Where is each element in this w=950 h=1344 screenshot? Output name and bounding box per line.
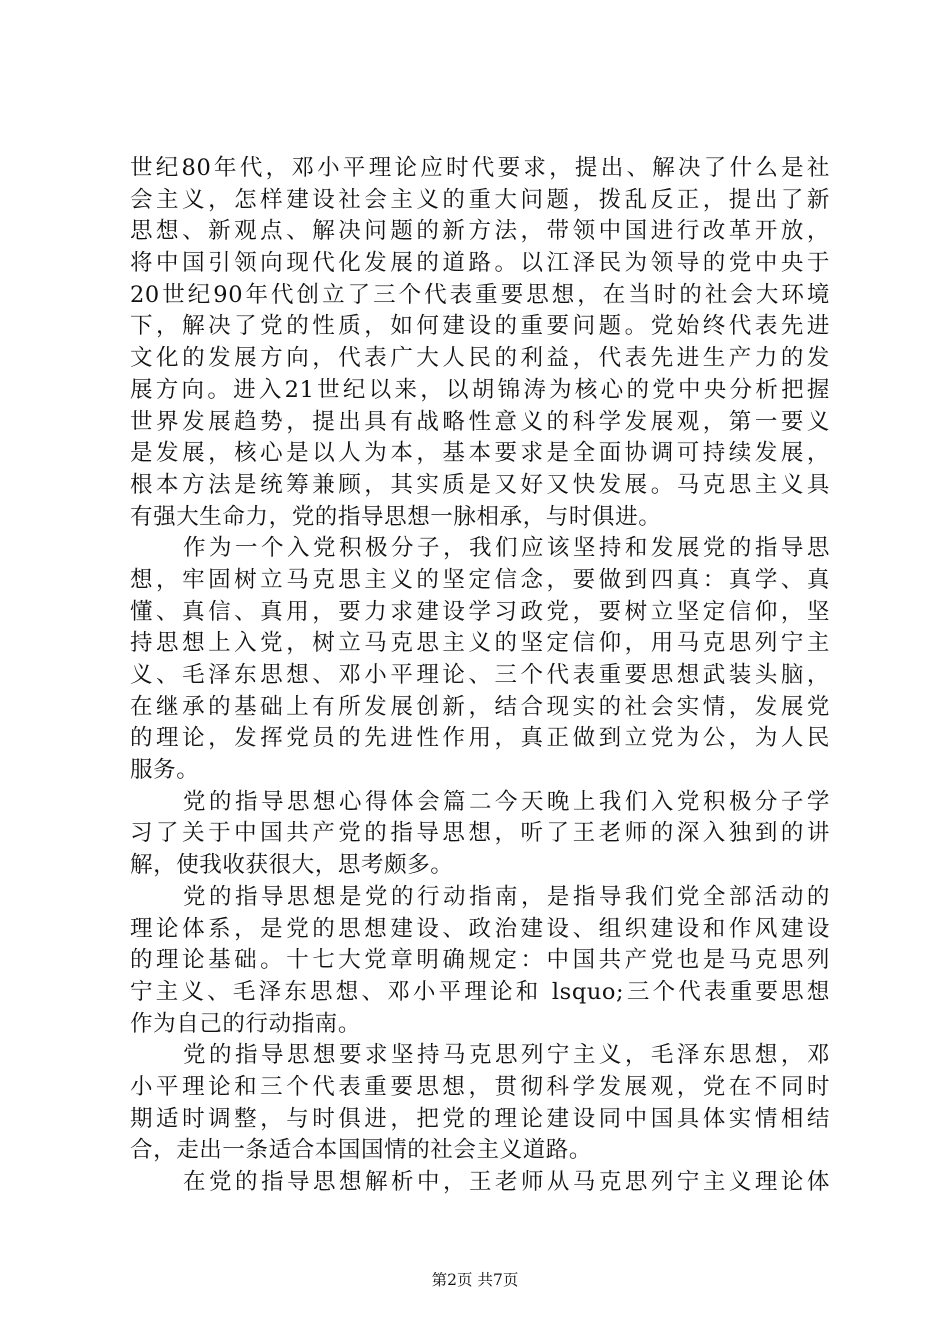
text-line: 20世纪90年代创立了三个代表重要思想，在当时的社会大环境 — [130, 281, 830, 308]
text-line: 服务。 — [130, 757, 200, 784]
text-line: 持思想上入党，树立马克思主义的坚定信仰，用马克思列宁主 — [130, 630, 830, 657]
text-line: 习了关于中国共产党的指导思想，听了王老师的深入独到的讲 — [130, 820, 830, 847]
text-line: 展方向。进入21世纪以来，以胡锦涛为核心的党中央分析把握 — [130, 376, 830, 403]
text-line: 是发展，核心是以人为本，基本要求是全面协调可持续发展， — [130, 440, 830, 467]
text-line: 期适时调整，与时俱进，把党的理论建设同中国具体实情相结 — [130, 1105, 830, 1132]
body-text — [130, 153, 830, 1199]
text-line: 想，牢固树立马克思主义的坚定信念，要做到四真：真学、真 — [130, 566, 830, 593]
text-line: 党的指导思想要求坚持马克思列宁主义，毛泽东思想，邓 — [183, 1042, 830, 1069]
text-line: 思想、新观点、解决问题的新方法，带领中国进行改革开放， — [130, 218, 830, 245]
text-line: 将中国引领向现代化发展的道路。以江泽民为领导的党中央于 — [130, 250, 830, 277]
text-line: 解，使我收获很大，思考颇多。 — [130, 852, 454, 879]
text-line: 义、毛泽东思想、邓小平理论、三个代表重要思想武装头脑， — [130, 662, 830, 688]
text-line: 小平理论和三个代表重要思想，贯彻科学发展观，党在不同时 — [130, 1073, 830, 1100]
text-line: 在继承的基础上有所发展创新，结合现实的社会实情，发展党 — [130, 693, 830, 720]
text-line: 在党的指导思想解析中，王老师从马克思列宁主义理论体 — [183, 1169, 830, 1195]
text-line: 文化的发展方向，代表广大人民的利益，代表先进生产力的发 — [130, 345, 830, 372]
page-footer: 第2页 共7页 — [431, 1271, 519, 1289]
text-line: 有强大生命力，党的指导思想一脉相承，与时俱进。 — [130, 503, 662, 530]
text-line: 作为自己的行动指南。 — [130, 1010, 362, 1037]
text-line: 党的指导思想是党的行动指南，是指导我们党全部活动的 — [183, 883, 830, 910]
text-line: 宁主义、毛泽东思想、邓小平理论和 lsquo;三个代表重要思想 — [130, 978, 830, 1005]
text-line: 根本方法是统筹兼顾，其实质是又好又快发展。马克思主义具 — [130, 471, 830, 498]
text-line: 党的指导思想心得体会篇二今天晚上我们入党积极分子学 — [183, 788, 830, 815]
text-line: 世纪80年代，邓小平理论应时代要求，提出、解决了什么是社 — [130, 155, 830, 181]
text-line: 理论体系，是党的思想建设、政治建设、组织建设和作风建设 — [130, 915, 830, 942]
text-line: 作为一个入党积极分子，我们应该坚持和发展党的指导思 — [183, 535, 830, 562]
text-line: 的理论基础。十七大党章明确规定：中国共产党也是马克思列 — [130, 947, 830, 974]
text-line: 下，解决了党的性质，如何建设的重要问题。党始终代表先进 — [130, 313, 830, 340]
text-line: 会主义，怎样建设社会主义的重大问题，拨乱反正，提出了新 — [130, 186, 830, 213]
text-line: 合，走出一条适合本国国情的社会主义道路。 — [130, 1137, 593, 1164]
text-line: 懂、真信、真用，要力求建设学习政党，要树立坚定信仰，坚 — [130, 598, 830, 625]
text-line: 世界发展趋势，提出具有战略性意义的科学发展观，第一要义 — [130, 408, 830, 435]
text-line: 的理论，发挥党员的先进性作用，真正做到立党为公，为人民 — [130, 725, 830, 752]
